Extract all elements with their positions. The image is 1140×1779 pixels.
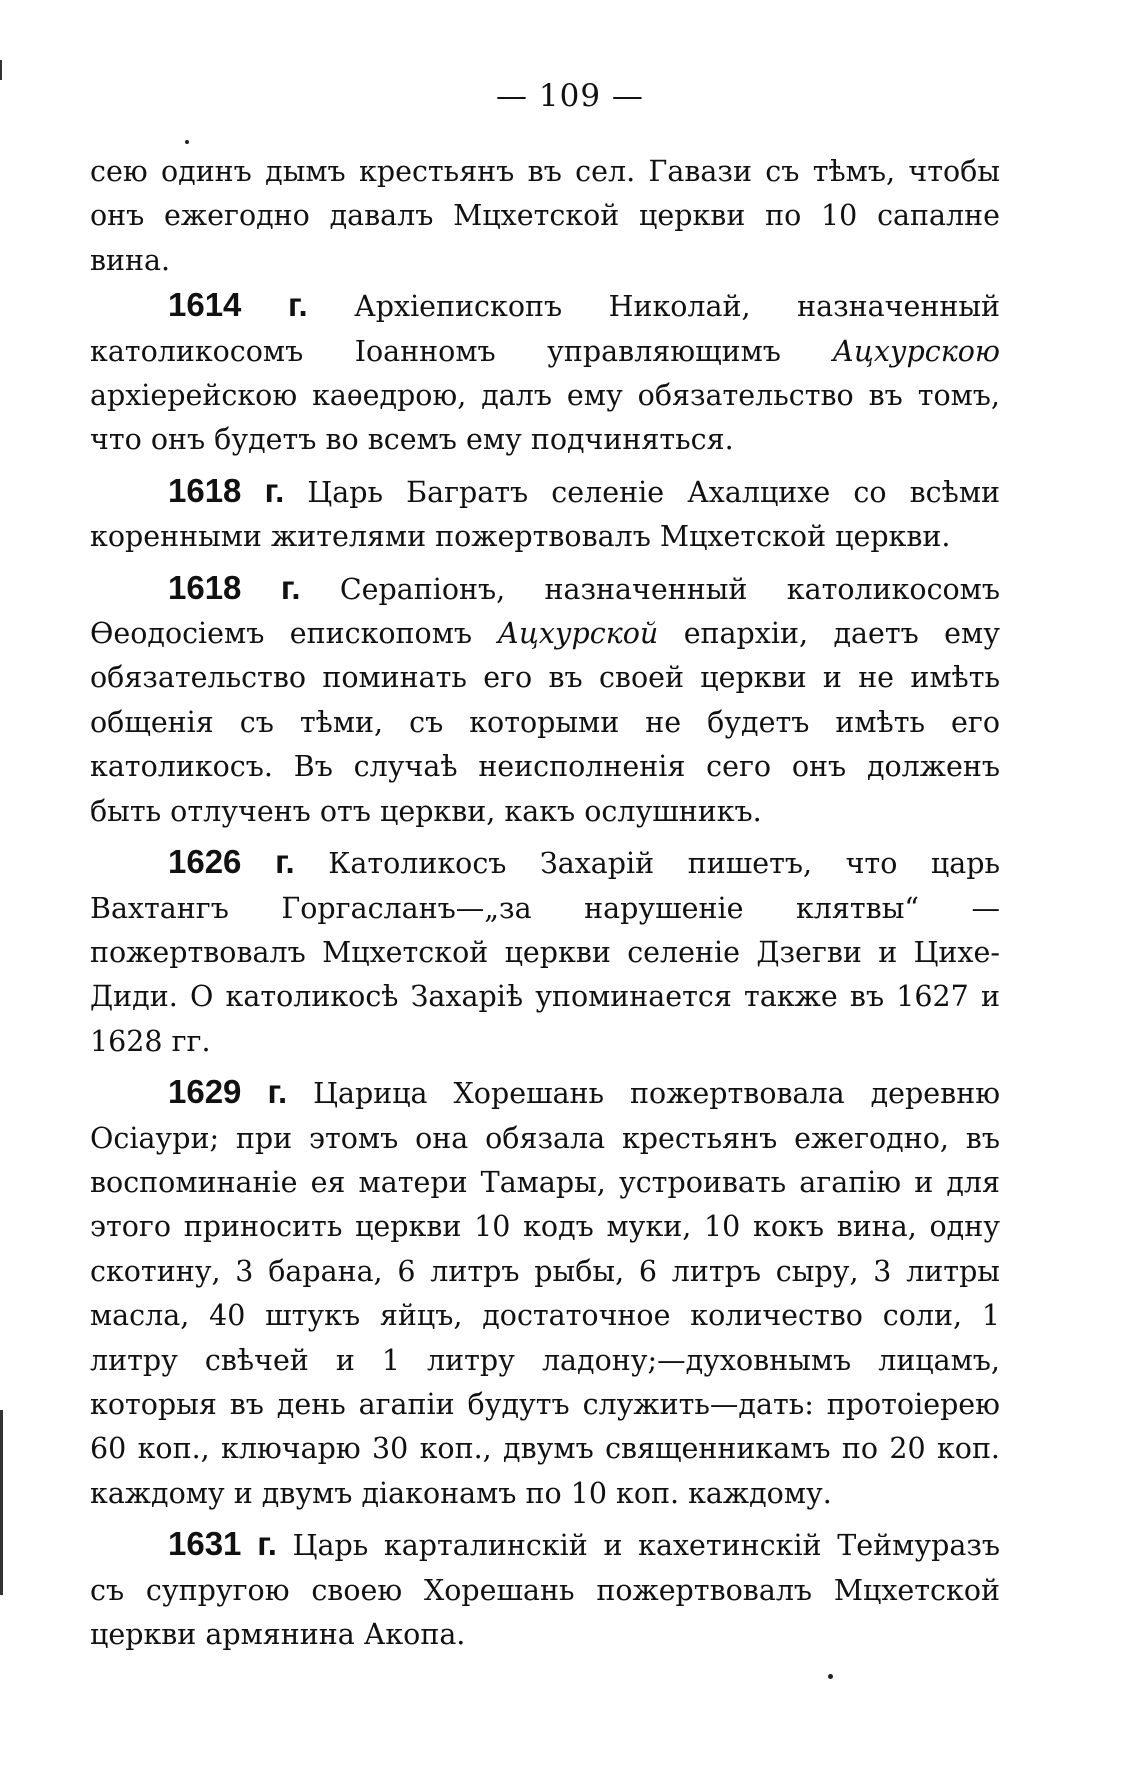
page-number: — 109 —	[496, 78, 644, 114]
entry-1626	[90, 840, 1000, 1064]
paragraph-continuation	[90, 150, 1000, 283]
entry-text: Царица Хорешань пожертвовала деревню Осіаури; при этомъ она обязала крестьянъ ежегодно, въ воспоминаніе ея матери Тамары, устроивать агапію и для этого приносить церкви 10 кодъ муки, 10 кокъ вина, одну скотину, 3 барана, 6 литръ рыбы, 6 литръ сыру, 3 литры масла, 40 штукъ яйцъ, достаточное количество соли, 1 литру свѣчей и 1 литру ладону;—духовнымъ лицамъ, которыя въ день агапіи будутъ служить—дать: протоіерею 60 коп., ключарю 30 коп., двумъ священникамъ по 20 коп. каждому и двумъ діаконамъ по 10 коп. каждому.	[90, 1077, 1001, 1510]
entry-text: Царь карталинскій и кахетинскій Теймуразъ съ супругою своею Хорешань пожертвовалъ Мцхетской церкви армянина Акопа.	[90, 1529, 1000, 1651]
scan-speck	[828, 1674, 833, 1679]
entry-text: Архіепископъ Николай, назначенный католикосомъ Іоанномъ управляющимъ	[90, 290, 1000, 368]
entry-italic-term: Ацхурской	[497, 617, 659, 651]
entry-italic-term: Ацхурскою	[832, 334, 1000, 368]
entry-year: 1614	[168, 286, 242, 324]
entry-1631	[90, 1522, 1000, 1657]
entry-text: Серапіонъ, назначенный католикосомъ Ѳеодосіемъ епископомъ	[90, 572, 1000, 651]
year-marker: г.	[241, 1073, 288, 1111]
year-marker: г.	[241, 568, 301, 606]
entry-year: 1618	[168, 471, 242, 509]
entry-1614	[90, 283, 1000, 463]
entry-year: 1629	[168, 1073, 242, 1111]
entry-text: Католикосъ Захарій пишетъ, что царь Вахтангъ Горгасланъ—„за нарушеніе клятвы“ —пожертвовалъ Мцхетской церкви селеніе Дзегви и Цихе-Диди. О католикосѣ Захаріѣ упоминается также въ 1627 и 1628 гг.	[90, 847, 1001, 1058]
entry-1618-serapion	[90, 566, 1000, 834]
entry-1618-bagrat	[90, 469, 1000, 560]
entry-text: архіерейскою каѳедрою, далъ ему обязательство въ томъ, что онъ будетъ во всемъ ему подчиняться.	[90, 379, 1000, 457]
entry-year: 1618	[168, 568, 242, 606]
paragraph-text: сею одинъ дымъ крестьянъ въ сел. Гавази съ тѣмъ, чтобы онъ ежегодно давалъ Мцхетской церкви по 10 сапалне вина.	[90, 155, 1000, 277]
year-marker: г.	[241, 286, 308, 324]
scan-margin-line	[0, 60, 2, 80]
year-marker: г.	[241, 1525, 277, 1563]
year-marker: г.	[241, 471, 285, 509]
entry-year: 1626	[168, 843, 242, 881]
entry-1629	[90, 1070, 1000, 1516]
entry-text: епархіи, даетъ ему обязательство поминать его въ своей церкви и не имѣть общенія съ тѣми, съ которыми не будетъ имѣть его католикосъ. Въ случаѣ неисполненія сего онъ долженъ быть отлученъ отъ церкви, какъ ослушникъ.	[90, 617, 1000, 828]
scan-margin-line	[0, 1410, 3, 1595]
entry-year: 1631	[168, 1525, 242, 1563]
year-marker: г.	[241, 843, 295, 881]
body-text	[90, 150, 1000, 1657]
entry-text: Царь Багратъ селеніе Ахалцихе со всѣми коренными жителями пожертвовалъ Мцхетской церкви.	[90, 475, 1000, 554]
scan-speck	[185, 140, 189, 144]
